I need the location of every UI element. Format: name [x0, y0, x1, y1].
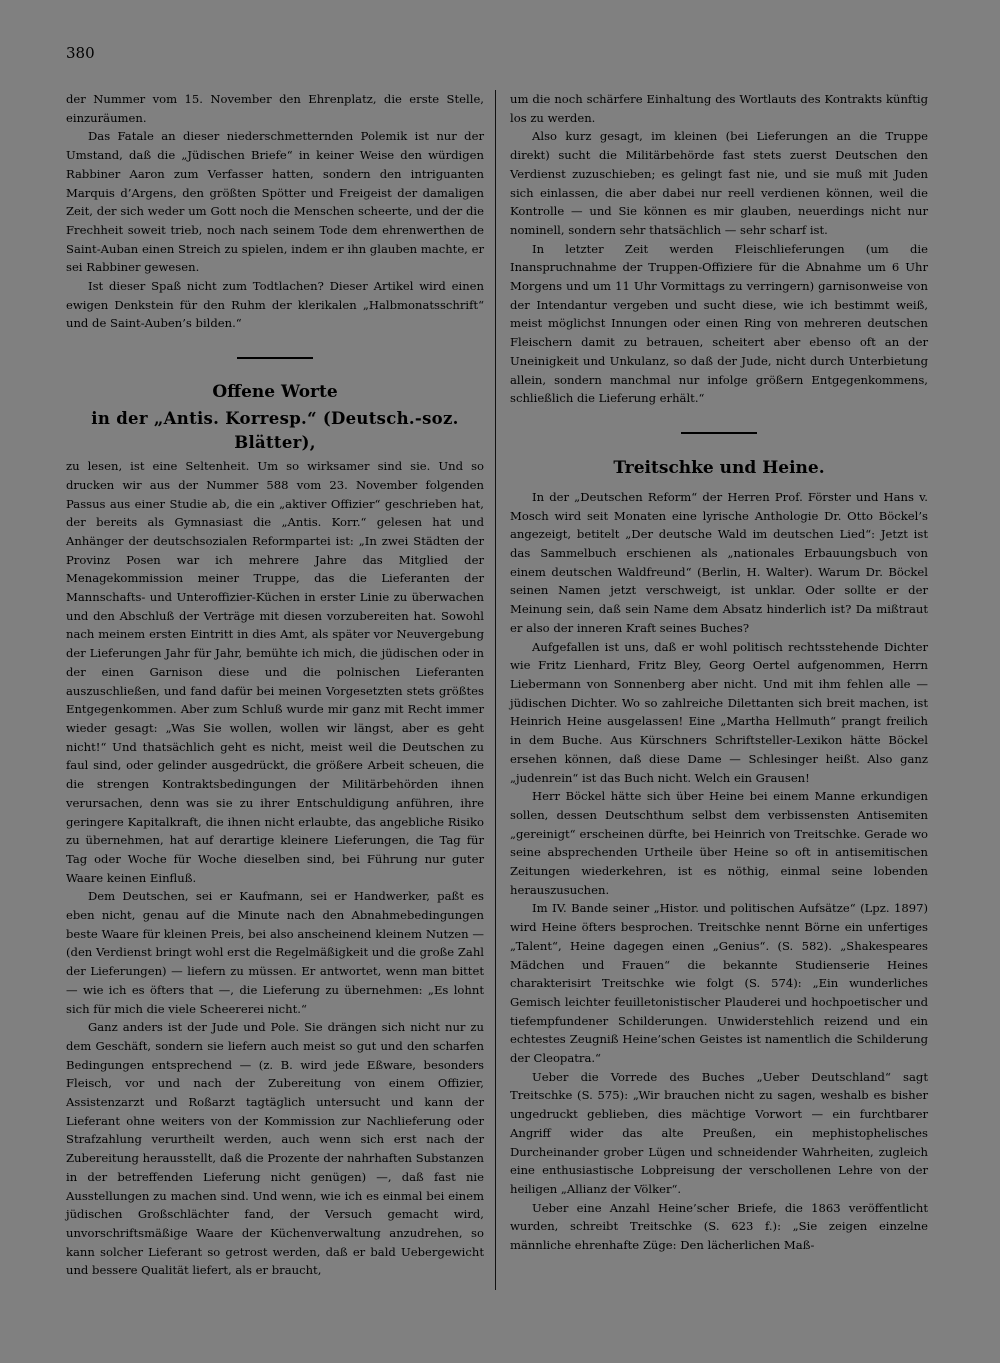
page-number: 380	[66, 44, 95, 62]
paragraph: zu lesen, ist eine Seltenheit. Um so wirksamer sind sie. Und so drucken wir aus der Nummer 588 vom 23. November folgenden Passus aus einer Studie ab, die ein „aktiver Offizier“ geschrieben hat, der bereits als Gymnasiast die „Antis. Korr.“ gelesen hat und Anhänger der deutschsozialen Reformpartei ist: „In zwei Städten der Provinz Posen war ich mehrere Jahre das Mitglied der Menagekommission meiner Truppe, das die Lieferanten der Mannschafts- und Unteroffizier-Küchen in erster Linie zu überwachen und den Abschluß der Verträge mit diesen vorzubereiten hat. Sowohl nach meinem ersten Eintritt in dies Amt, als später vor Neuvergebung der Lieferungen Jahr für Jahr, bemühte ich mich, die jüdischen oder in der einen Garnison diese und die polnischen Lieferanten auszuschließen, und fand dafür bei meinen Vorgesetzten stets größtes Entgegenkommen. Aber zum Schluß wurde mir ganz mit Recht immer wieder gesagt: „Was Sie wollen, wollen wir längst, aber es geht nicht!“ Und thatsächlich geht es nicht, meist weil die Deutschen zu faul sind, oder gelinder ausgedrückt, die größere Arbeit scheuen, die die strengen Kontraktsbedingungen der Militärbehörden ihnen verursachen, denn was sie zu ihrer Entschuldigung anführen, ihre geringere Kapitalkraft, die ihnen nicht erlaubte, das angebliche Risiko zu übernehmen, hat auf derartige kleinere Lieferungen, die Tag für Tag oder Woche für Woche dieselben sind, bei Führung nur guter Waare keinen Einfluß.	[66, 459, 484, 885]
article-heading: Offene Worte	[212, 382, 338, 403]
paragraph: In letzter Zeit werden Fleischlieferungen (um die Inanspruchnahme der Truppen-Offiziere für die Abnahme um 6 Uhr Morgens und um 11 Uhr Vormittags zu verringern) garnisonweise von der Intendantur vergeben und sucht diese, wie ich bestimmt weiß, meist möglichst Innungen oder einen Ring von mehreren deutschen Fleischern damit zu betrauen, scheitert aber ebenso oft an der Uneinigkeit und Unkulanz, so daß der Jude, nicht durch Unterbietung allein, sondern manchmal nur infolge größern Entgegenkommens, schließlich die Lieferung erhält.“	[510, 241, 928, 406]
paragraph: Ueber eine Anzahl Heine’scher Briefe, die 1863 veröffentlicht wurden, schreibt Treitschke (S. 623 f.): „Sie zeigen einzelne männliche ehrenhafte Züge: Den lächerlichen Maß-	[510, 1200, 928, 1253]
paragraph: Herr Böckel hätte sich über Heine bei einem Manne erkundigen sollen, dessen Deutschthum selbst dem verbissensten Antisemiten „gereinigt“ erscheinen dürfte, bei Heinrich von Treitschke. Gerade wo seine absprechenden Urtheile über Heine so oft in antisemitischen Zeitungen wiederkehren, ist es nöthig, einmal seine lobenden herauszusuchen.	[510, 789, 928, 897]
paragraph: um die noch schärfere Einhaltung des Wortlauts des Kontrakts künftig los zu werden.	[510, 92, 928, 125]
paragraph: der Nummer vom 15. November den Ehrenplatz, die erste Stelle, einzuräumen.	[66, 92, 484, 125]
paragraph: Das Fatale an dieser niederschmetternden Polemik ist nur der Umstand, daß die „Jüdischen Briefe“ in keiner Weise den würdigen Rabbiner Aaron zum Verfasser hatten, sondern den intriguanten Marquis d’Argens, den größten Spötter und Freigeist der damaligen Zeit, der sich weder um Gott noch die Menschen scheerte, und der die Frechheit soweit trieb, noch nach seinem Tode dem ehrenwerthen de Saint-Auban einen Streich zu spielen, indem er ihn glauben machte, er sei Rabbiner gewesen.	[66, 129, 484, 275]
left-column	[66, 90, 484, 1280]
right-column	[510, 90, 928, 1255]
paragraph: Aufgefallen ist uns, daß er wohl politisch rechtsstehende Dichter wie Fritz Lienhard, Fritz Bley, Georg Oertel aufgenommen, Herrn Liebermann von Sonnenberg aber nicht. Und mit ihm fehlen alle — jüdischen Dichter. Wo so zahlreiche Dilettanten sich breit machen, ist Heinrich Heine ausgelassen! Eine „Martha Hellmuth“ prangt freilich in dem Buche. Aus Kürschners Schriftsteller-Lexikon hätte Böckel ersehen können, daß diese Dame — Schlesinger heißt. Also ganz „judenrein“ ist das Buch nicht. Welch ein Grausen!	[510, 639, 928, 785]
paragraph: Also kurz gesagt, im kleinen (bei Lieferungen an die Truppe direkt) sucht die Militärbehörde fast stets zuerst Deutschen den Verdienst zuzuschieben; es gelingt fast nie, und sie muß mit Juden sich einlassen, die aber dabei nur reell verdienen können, weil die Kontrolle — und Sie können es mir glauben, neuerdings nicht nur nominell, sondern sehr thatsächlich — sehr scharf ist.	[510, 129, 928, 237]
section-separator	[681, 432, 757, 434]
paragraph: Dem Deutschen, sei er Kaufmann, sei er Handwerker, paßt es eben nicht, genau auf die Minute nach den Abnahmebedingungen beste Waare für kleinen Preis, bei also anscheinend kleinem Nutzen — (den Verdienst bringt wohl erst die Regelmäßigkeit und die große Zahl der Lieferungen) — liefern zu müssen. Er antwortet, wenn man bittet — wie ich es öfters that —, die Lieferung zu übernehmen: „Es lohnt sich für mich die viele Scheererei nicht.“	[66, 889, 484, 1016]
paragraph: Ist dieser Spaß nicht zum Todtlachen? Dieser Artikel wird einen ewigen Denkstein für den Ruhm der klerikalen „Halbmonatsschrift“ und de Saint-Auben’s bilden.“	[66, 279, 484, 331]
column-rule	[495, 90, 496, 1290]
paragraph: Ueber die Vorrede des Buches „Ueber Deutschland“ sagt Treitschke (S. 575): „Wir brauchen nicht zu sagen, weshalb es bisher ungedruckt geblieben, dies mächtige Vorwort — ein furchtbarer Angriff wider das alte Preußen, ein mephistophelisches Durcheinander grober Lügen und schneidender Wahrheiten, zugleich eine enthusiastische Lobpreisung der verschollenen Lehre von der heiligen „Allianz der Völker“.	[510, 1069, 928, 1196]
article-heading: Treitschke und Heine.	[613, 457, 825, 478]
section-separator	[237, 357, 313, 359]
paragraph: Im IV. Bande seiner „Histor. und politischen Aufsätze“ (Lpz. 1897) wird Heine öfters besprochen. Treitschke nennt Börne ein unfertiges „Talent“, Heine dagegen einen „Genius“. (S. 582). „Shakespeares Mädchen und Frauen“ die bekannte Studienserie Heines charakterisirt Treitschke wie folgt (S. 574): „Ein wunderliches Gemisch leichter feuilletonistischer Plauderei und hochpoetischer und tiefempfundener Schilderungen. Unwiderstehlich reizend und ein echtestes Zeugniß Heine’schen Geistes ist namentlich die Schilderung der Cleopatra.“	[510, 901, 928, 1066]
paragraph: Ganz anders ist der Jude und Pole. Sie drängen sich nicht nur zu dem Geschäft, sondern sie liefern auch meist so gut und den scharfen Bedingungen entsprechend — (z. B. wird jede Eßware, besonders Fleisch, vor und nach der Zubereitung von einem Offizier, Assistenzarzt und Roßarzt tagtäglich untersucht und kann der Lieferant ohne weiters von der Kommission zur Nachlieferung oder Strafzahlung verurtheilt werden, auch wenn sich erst nach der Zubereitung herausstellt, daß die Prozente der nahrhaften Substanzen in der betreffenden Lieferung nicht genügen) —, daß fast nie Ausstellungen zu machen sind. Und wenn, wie ich es einmal bei einem jüdischen Großschlächter fand, der Versuch gemacht wird, unvorschriftsmäßige Waare der Küchenverwaltung anzudrehen, so kann solcher Lieferant so getrost werden, daß er bald Uebergewicht und bessere Qualität liefert, als er braucht,	[66, 1020, 484, 1278]
article-subheading: in der „Antis. Korresp.“ (Deutsch.-soz. Blätter),	[91, 409, 459, 453]
paragraph: In der „Deutschen Reform“ der Herren Prof. Förster und Hans v. Mosch wird seit Monaten eine lyrische Anthologie Dr. Otto Böckel’s angezeigt, betitelt „Der deutsche Wald im deutschen Lied“: Jetzt ist das Sammelbuch erschienen als „nationales Erbauungsbuch von einem deutschen Waldfreund“ (Berlin, H. Walter). Warum Dr. Böckel seinen Namen jetzt verschweigt, ist unklar. Oder sollte er der Meinung sein, daß sein Name dem Absatz hinderlich ist? Da mißtraut er also der inneren Kraft seines Buches?	[510, 489, 928, 635]
